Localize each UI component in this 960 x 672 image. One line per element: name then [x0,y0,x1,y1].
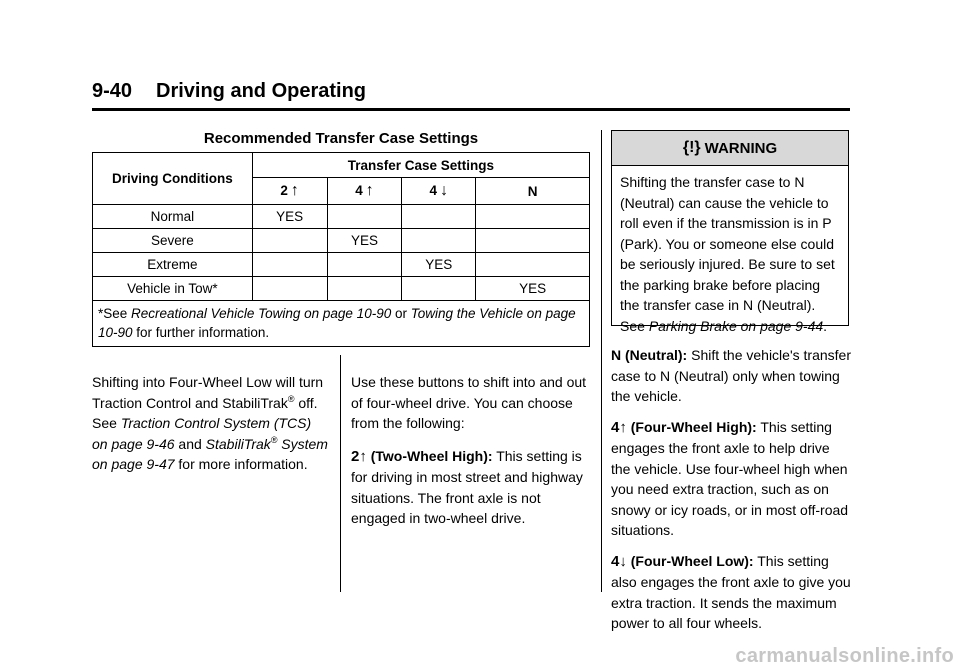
four-wheel-high-item: 4↑ (Four-Wheel High): This setting engages the front axle to help drive the vehicle. Use four-wheel high when you need extra traction, such as on snowy or icy roads, or in most off-road situations. [611,418,849,538]
page-header [92,80,850,111]
table-caption: Recommended Transfer Case Settings [203,130,479,147]
arrow-up-icon: ↑ [290,182,299,199]
two-high-icon: 2↑ [351,447,367,465]
row-condition: Extreme [93,253,253,277]
warning-icon: {!} [682,139,701,156]
column-divider [601,130,602,592]
cell [402,229,476,253]
table-header-row [93,153,590,178]
arrow-up-icon: ↑ [365,182,374,199]
cell: YES [402,253,476,277]
page-number: 9-40 [92,80,133,102]
mode-4-low: 4 ↓ [402,178,476,205]
section-title: Driving and Operating [156,80,367,102]
intro-paragraph: Use these buttons to shift into and out of four-wheel drive. You can choose from the following: [351,374,587,431]
cell: YES [476,277,590,301]
four-high-icon: 4↑ [611,418,627,436]
four-wheel-low-note: Shifting into Four-Wheel Low will turn Traction Control and StabiliTrak® off. See Traction Control System (TCS) on page 9-46 and StabiliTrak® System on page 9-47 for more information. [92,374,328,472]
table-row [93,205,590,229]
table-note-row [93,301,590,347]
column-divider [340,355,341,592]
column-2 [351,372,591,529]
cell [327,253,402,277]
cell [476,205,590,229]
column-1 [92,372,328,475]
link-parking-brake[interactable]: Parking Brake on page 9-44 [648,317,824,334]
mode-2-high: 2 ↑ [252,178,327,205]
table-row [93,277,590,301]
cell [402,205,476,229]
neutral-item: N (Neutral): Shift the vehicle's transfer case to N (Neutral) only when towing the vehicle. [611,347,851,404]
warning-title: WARNING [704,139,778,157]
mode-4-high: 4 ↑ [327,178,402,205]
row-condition: Vehicle in Tow* [93,277,253,301]
cell [476,229,590,253]
col-driving-conditions: Driving Conditions [93,153,253,205]
table-footnote: *See Recreational Vehicle Towing on page 10-90 or Towing the Vehicle on page 10-90 for further information. [93,301,590,347]
table-row [93,253,590,277]
row-condition: Severe [93,229,253,253]
watermark: carmanualsonline.info [735,645,954,667]
cell [327,205,402,229]
cell [252,229,327,253]
transfer-case-table [92,152,590,347]
mode-neutral: N [476,178,590,205]
row-condition: Normal [93,205,253,229]
arrow-down-icon: ↓ [440,182,449,199]
cell: YES [252,205,327,229]
cell [476,253,590,277]
warning-box [611,130,849,334]
two-wheel-high-item: 2↑ (Two-Wheel High): This setting is for driving in most street and highway situations. The front axle is not engaged in two-wheel drive. [351,447,583,526]
link-stabilitrak[interactable]: StabiliTrak® System on page 9-47 [92,434,328,472]
cell [252,253,327,277]
four-wheel-low-item: 4↓ (Four-Wheel Low): This setting also engages the front axle to give you extra traction. It sends the maximum power to all four wheels. [611,552,851,631]
table-row [93,229,590,253]
cell [252,277,327,301]
warning-text: Shifting the transfer case to N (Neutral) can cause the vehicle to roll even if the transmission is in P (Park). You or someone else could be seriously injured. Be sure to set the parking brake before placing the transfer case in N (Neutral). See Parking Brake on page 9-44. [620,174,835,334]
link-traction-control[interactable]: Traction Control System (TCS) on page 9-46 [92,415,312,452]
cell [402,277,476,301]
warning-header [612,131,848,166]
link-rv-towing[interactable]: Recreational Vehicle Towing on page 10-90 [131,306,392,321]
cell [327,277,402,301]
cell: YES [327,229,402,253]
column-3 [611,345,851,634]
col-transfer-settings: Transfer Case Settings [252,153,589,178]
four-low-icon: 4↓ [611,552,627,570]
link-towing-vehicle[interactable]: Towing the Vehicle on page 10-90 [98,306,576,340]
